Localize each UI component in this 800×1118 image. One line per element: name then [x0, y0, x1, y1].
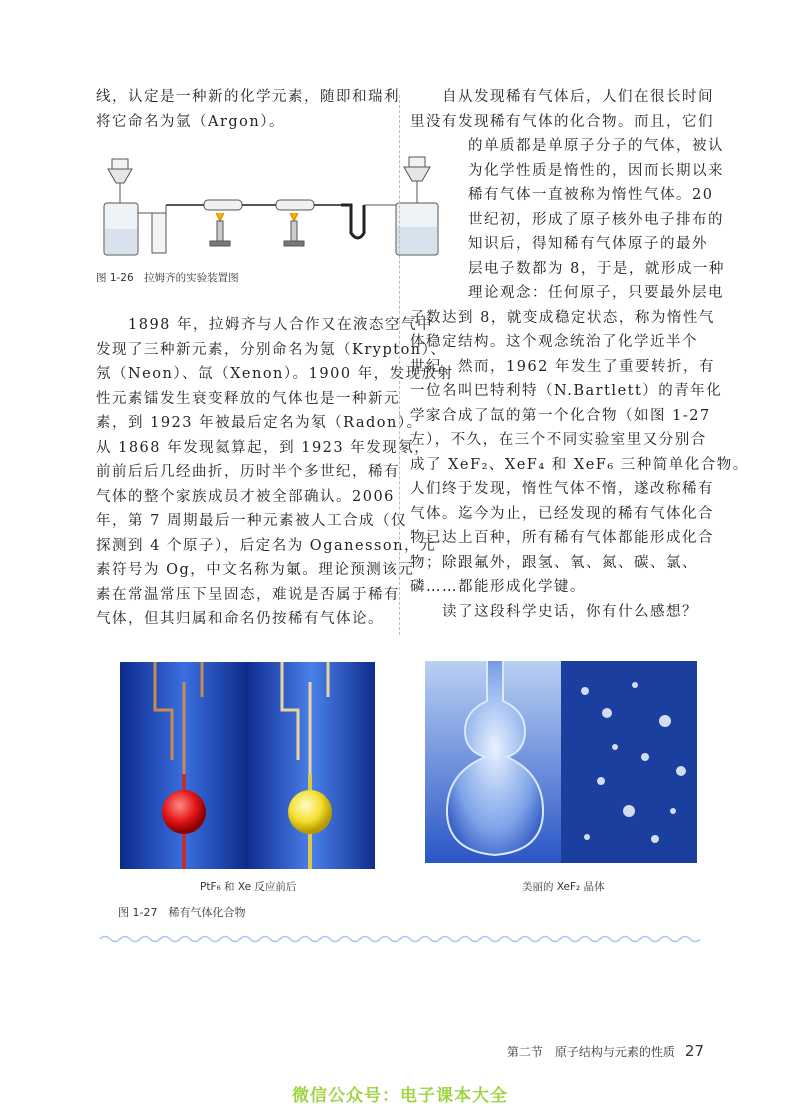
text-line: 从 1868 年发现氦算起，到 1923 年发现氡，: [96, 439, 431, 456]
text-line: 年，第 7 周期最后一种元素被人工合成（仅: [96, 513, 407, 529]
text-line: 体稳定结构。这个观念统治了化学近半个: [410, 334, 698, 350]
text-line: 人们终于发现，惰性气体不惰，遂改称稀有: [410, 481, 714, 497]
left-paragraph-1: [96, 85, 400, 134]
text-line: 里没有发现稀有气体的化合物。而且，它们: [410, 113, 714, 130]
right-paragraph-1: [410, 85, 749, 624]
text-line: 素，到 1923 年被最后定名为氡（Radon）。: [96, 415, 423, 431]
text-line: 气体，但其归属和命名仍按稀有气体论。: [96, 611, 384, 627]
wechat-banner: 微信公众号：电子课本大全: [292, 1086, 508, 1106]
text-line: 读了这段科学史话，你有什么感想？: [410, 603, 698, 620]
text-line: 自从发现稀有气体后，人们在很长时间: [410, 89, 714, 105]
text-line: 1898 年，拉姆齐与人合作又在液态空气中: [96, 317, 434, 333]
text-line: 学家合成了氙的第一个化合物（如图 1-27: [410, 407, 711, 424]
text-line: 理论观念：任何原子，只要最外层电: [468, 285, 724, 301]
text-line: 磷……都能形成化学键。: [410, 579, 586, 595]
text-line: 知识后，得知稀有气体原子的最外: [468, 236, 708, 252]
text-line: 素在常温常压下呈固态，难说是否属于稀有: [96, 586, 400, 603]
ptf6-xe-reaction-photo: [120, 662, 375, 869]
xef2-crystal-photo: [425, 661, 697, 863]
text-line: 世纪初，形成了原子核外电子排布的: [468, 211, 724, 228]
text-line: 成了 XeF₂、XeF₄ 和 XeF₆ 三种简单化合物。: [410, 456, 749, 473]
text-line: 前前后后几经曲折，历时半个多世纪，稀有: [96, 464, 400, 480]
figure-caption-1-26: 图 1-26 拉姆齐的实验装置图: [96, 272, 239, 284]
text-line: 一位名叫巴特利特（N.Bartlett）的青年化: [410, 383, 723, 399]
decorative-wavy-divider: [100, 934, 700, 944]
column-divider: [399, 95, 400, 635]
text-line: 素符号为 Og，中文名称为氭。理论预测该元: [96, 562, 415, 578]
section-title: 第二节 原子结构与元素的性质: [506, 1045, 675, 1059]
ramsay-apparatus-diagram: [96, 155, 446, 265]
text-line: 氖（Neon）、氙（Xenon）。1900 年，发现放射: [96, 366, 454, 382]
text-line: 子数达到 8，就变成稳定状态，称为惰性气: [410, 309, 715, 326]
text-line: 为化学性质是惰性的，因而长期以来: [468, 162, 724, 179]
text-line: 层电子数都为 8，于是，就形成一种: [468, 260, 725, 277]
figure-caption-ptf6-xe: PtF₆ 和 Xe 反应前后: [200, 881, 297, 893]
text-line: 稀有气体一直被称为惰性气体。20: [468, 187, 714, 203]
text-line: 发现了三种新元素，分别命名为氪（Krypton）、: [96, 341, 447, 358]
text-line: 探测到 4 个原子），后定名为 Oganesson，元: [96, 537, 436, 554]
text-line: 左），不久，在三个不同实验室里又分别合: [410, 432, 707, 448]
text-line: 的单质都是单原子分子的气体，被认: [468, 138, 724, 154]
text-line: 物已达上百种，所有稀有气体都能形成化合: [410, 530, 714, 546]
page-number: 27: [684, 1042, 704, 1060]
text-line: 世纪。然而，1962 年发生了重要转折，有: [410, 358, 716, 375]
text-line: 性元素镭发生衰变释放的气体也是一种新元: [96, 390, 400, 407]
text-line: 物；除跟氟外，跟氢、氧、氮、碳、氯、: [410, 554, 698, 571]
figure-caption-xef2: 美丽的 XeF₂ 晶体: [522, 881, 605, 893]
left-paragraph-2: [96, 313, 454, 632]
text-line: 气体的整个家族成员才被全部确认。2006: [96, 488, 395, 505]
text-line: 将它命名为氩（Argon）。: [96, 113, 286, 130]
text-line: 气体。迄今为止，已经发现的稀有气体化合: [410, 505, 714, 522]
figure-caption-1-27: 图 1-27 稀有气体化合物: [118, 906, 246, 919]
text-line: 线，认定是一种新的化学元素，随即和瑞利: [96, 89, 400, 105]
page-footer: [507, 1042, 704, 1060]
